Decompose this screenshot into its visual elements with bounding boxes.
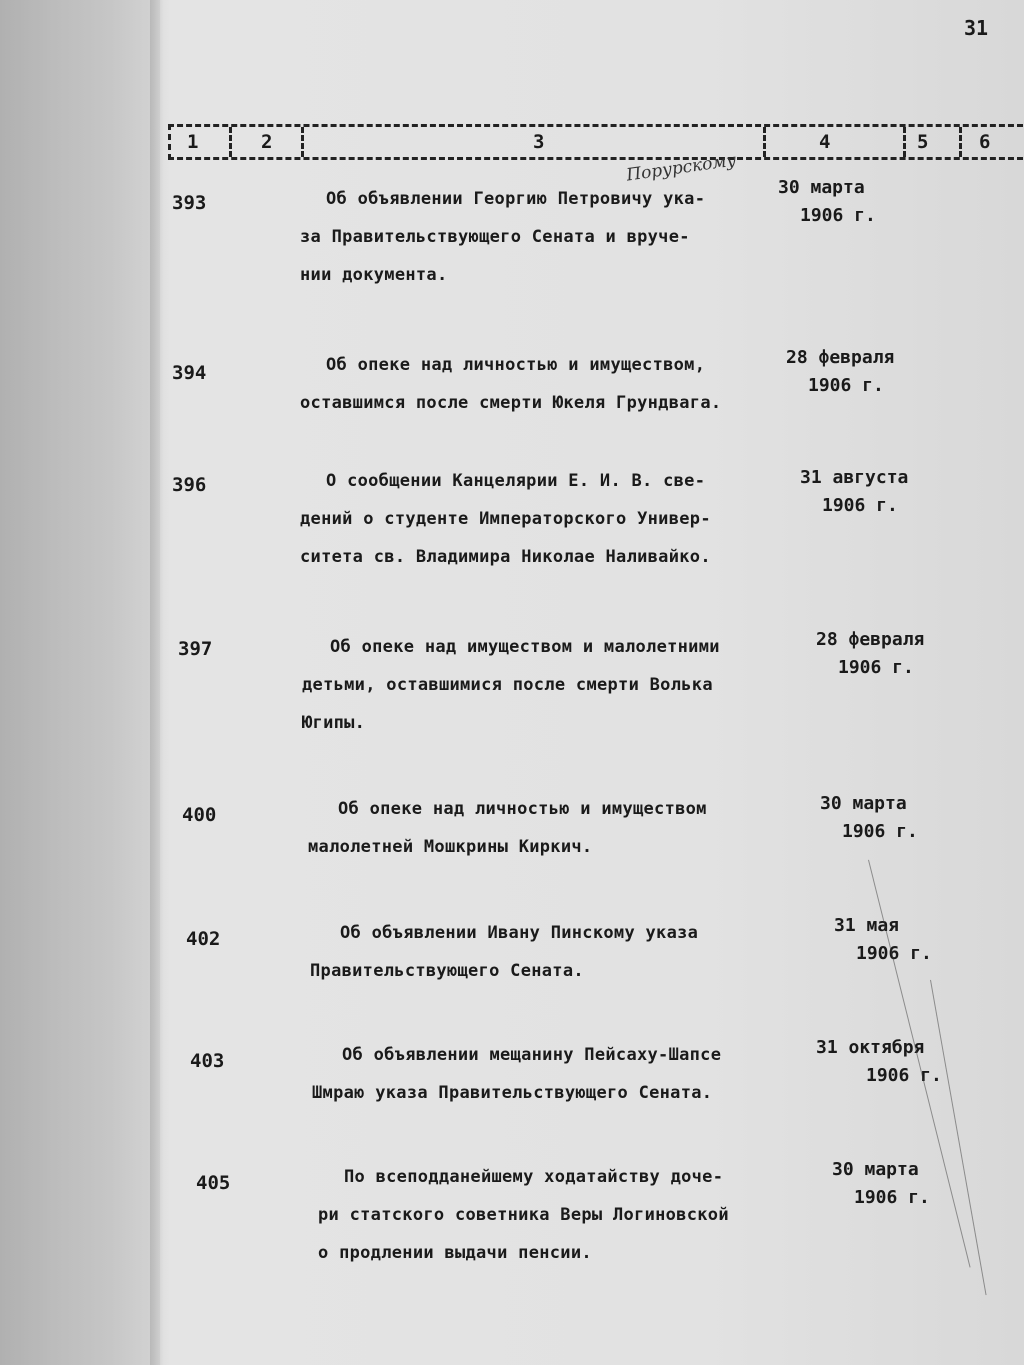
entry-line: Об объявлении Георгию Петровичу ука-	[326, 189, 706, 209]
entry-line: за Правительствующего Сената и вруче-	[300, 227, 690, 247]
entry-number: 402	[186, 928, 221, 950]
entry-date-year: 1906 г.	[800, 205, 876, 226]
column-divider	[763, 127, 766, 157]
column-header-2: 2	[261, 131, 273, 153]
entry-date-day: 30 марта	[820, 793, 907, 814]
previous-page-edge	[0, 0, 160, 1365]
entry-line: По всеподданейшему ходатайству доче-	[344, 1167, 724, 1187]
entry-line: Шмраю указа Правительствующего Сената.	[312, 1083, 713, 1103]
entry-line: малолетней Мошкрины Киркич.	[308, 837, 593, 857]
entry-line: оставшимся после смерти Юкеля Грундвага.	[300, 393, 722, 413]
table-header	[168, 124, 1023, 160]
entry-number: 405	[196, 1172, 231, 1194]
column-header-1: 1	[187, 131, 199, 153]
entry-description	[308, 790, 808, 866]
entry-date	[820, 790, 970, 846]
entry-description	[300, 462, 800, 576]
entry-line: Об опеке над личностью и имуществом	[338, 799, 707, 819]
entry-date	[786, 344, 936, 400]
entry-date-year: 1906 г.	[808, 375, 884, 396]
entry-number: 400	[182, 804, 217, 826]
entry-line: о продлении выдачи пенсии.	[318, 1243, 592, 1263]
entry-date-year: 1906 г.	[822, 495, 898, 516]
entry-description	[300, 346, 800, 422]
entry-number: 396	[172, 474, 207, 496]
entry-line: нии документа.	[300, 265, 448, 285]
column-divider	[959, 127, 962, 157]
entry-date-day: 31 октября	[816, 1037, 925, 1058]
entry-description	[310, 914, 810, 990]
entry-number: 393	[172, 192, 207, 214]
entry-date-day: 31 августа	[800, 467, 909, 488]
column-header-5: 5	[917, 131, 929, 153]
entry-date-year: 1906 г.	[838, 657, 914, 678]
entry-date-day: 30 марта	[778, 177, 865, 198]
entry-number: 394	[172, 362, 207, 384]
entry-date	[800, 464, 950, 520]
page-number: 31	[964, 16, 989, 40]
entry-description	[300, 180, 800, 294]
paper-crease	[930, 980, 987, 1295]
entry-date	[834, 912, 984, 968]
column-header-6: 6	[979, 131, 991, 153]
entry-description	[312, 1036, 812, 1112]
entry-line: Об опеке над личностью и имуществом,	[326, 355, 706, 375]
entry-date-year: 1906 г.	[842, 821, 918, 842]
entry-date-day: 30 марта	[832, 1159, 919, 1180]
entry-number: 403	[190, 1050, 225, 1072]
entry-date	[778, 174, 928, 230]
entry-line: Югипы.	[302, 713, 366, 733]
entry-date-year: 1906 г.	[854, 1187, 930, 1208]
entry-date-day: 28 февраля	[816, 629, 925, 650]
column-divider	[229, 127, 232, 157]
entry-line: ри статского советника Веры Логиновской	[318, 1205, 729, 1225]
entry-description	[318, 1158, 818, 1272]
entry-date-day: 31 мая	[834, 915, 900, 936]
page-fold-shadow	[150, 0, 164, 1365]
column-header-4: 4	[819, 131, 831, 153]
entry-date	[832, 1156, 982, 1212]
entry-description	[302, 628, 802, 742]
entry-line: ситета св. Владимира Николае Наливайко.	[300, 547, 711, 567]
entry-date	[816, 626, 966, 682]
entry-line: детьми, оставшимися после смерти Волька	[302, 675, 713, 695]
entry-line: Об объявлении мещанину Пейсаху-Шапсе	[342, 1045, 722, 1065]
column-header-3: 3	[533, 131, 545, 153]
entry-number: 397	[178, 638, 213, 660]
column-divider	[301, 127, 304, 157]
entry-line: дений о студенте Императорского Универ-	[300, 509, 711, 529]
entry-line: Об объявлении Ивану Пинскому указа	[340, 923, 699, 943]
column-divider	[903, 127, 906, 157]
entry-line: Правительствующего Сената.	[310, 961, 584, 981]
entry-date-year: 1906 г.	[856, 943, 932, 964]
entry-date-day: 28 февраля	[786, 347, 895, 368]
entry-line: О сообщении Канцелярии Е. И. В. све-	[326, 471, 706, 491]
handwritten-note: Порурскому	[625, 150, 738, 186]
entry-date-year: 1906 г.	[866, 1065, 942, 1086]
entry-line: Об опеке над имуществом и малолетними	[330, 637, 720, 657]
